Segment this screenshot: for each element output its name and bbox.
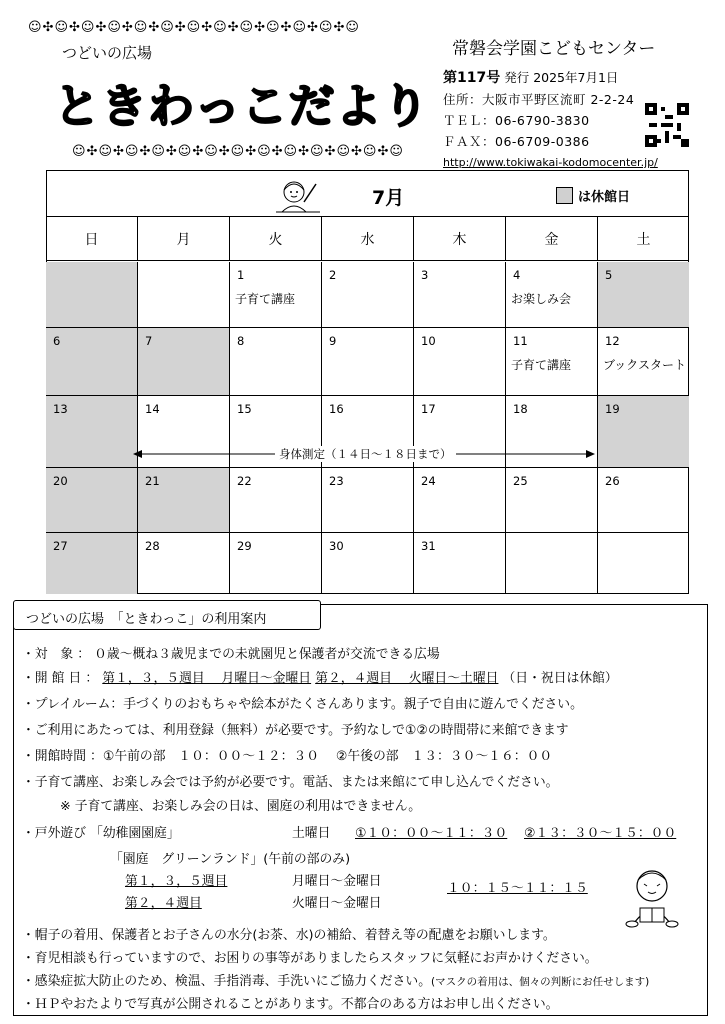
garden-weeks-135: 第１，３，５週目 (125, 874, 228, 889)
day-number: 9 (329, 334, 337, 348)
calendar-day (46, 533, 138, 594)
calendar-day (322, 533, 414, 594)
day-number: 6 (53, 334, 61, 348)
calendar-day (230, 328, 322, 396)
outdoor-label: ・戸外遊び 「幼稚園園庭」 (22, 826, 180, 841)
calendar-day (414, 262, 506, 328)
qr-code-icon (645, 103, 689, 147)
day-number: 5 (605, 268, 613, 282)
day-number: 19 (605, 402, 620, 416)
newsletter-title: ときわっこだより (54, 79, 430, 133)
weekday-header: 日 (46, 217, 138, 261)
calendar-day (414, 328, 506, 396)
calendar-day (414, 533, 506, 594)
day-number: 23 (329, 474, 344, 488)
day-number: 10 (421, 334, 436, 348)
day-number: 25 (513, 474, 528, 488)
calendar-day (230, 468, 322, 533)
calendar-day (230, 262, 322, 328)
reading-child-icon (620, 868, 684, 930)
calendar-day (506, 262, 598, 328)
day-event: 子育て講座 (235, 292, 296, 306)
organization-name: 常磐会学園こどもセンター (452, 39, 656, 59)
calendar-day (598, 396, 689, 468)
garden-days-135: 月曜日～金曜日 (292, 874, 382, 889)
issue-date: 発行 2025年7月1日 (504, 70, 619, 85)
day-number: 29 (237, 539, 252, 553)
day-event: ブックスタート (603, 358, 687, 372)
mask-note: (マスクの着用は、個々の判断にお任せします) (431, 976, 650, 988)
open-days-weeks-24: 第２，４週目 火曜日～土曜日 (315, 671, 499, 686)
calendar-day (46, 468, 138, 533)
calendar-day (322, 468, 414, 533)
day-number: 24 (421, 474, 436, 488)
guide-hat: ・帽子の着用、保護者とお子さんの水分(お茶、水)の補給、着替え等の配慮をお願いします。 (22, 928, 556, 943)
website-link[interactable]: http://www.tokiwakai-kodomocenter.jp/ (443, 156, 658, 169)
guide-infection (22, 970, 649, 989)
day-number: 18 (513, 402, 528, 416)
weekday-header: 月 (138, 217, 230, 261)
calendar-day (598, 328, 689, 396)
calendar-day (506, 533, 598, 594)
calendar-month: 7月 (372, 187, 405, 209)
weekday-header: 火 (230, 217, 322, 261)
outdoor-day: 土曜日 (292, 826, 331, 841)
calendar-day (46, 262, 138, 328)
calendar-day (598, 533, 689, 594)
day-number: 8 (237, 334, 245, 348)
guide-photo-notice: ・ＨＰやおたよりで写真が公開されることがあります。不都合のある方はお申し出ください。 (22, 997, 559, 1012)
outdoor-time-2: ②１３：３０～１５：００ (524, 826, 677, 841)
day-number: 28 (145, 539, 160, 553)
open-days-note: （日・祝日は休館） (502, 671, 618, 686)
day-number: 13 (53, 402, 68, 416)
calendar-day (506, 468, 598, 533)
fax: ＦＡＸ：06-6709-0386 (443, 134, 590, 149)
day-number: 16 (329, 402, 344, 416)
day-number: 3 (421, 268, 429, 282)
calendar-day (506, 328, 598, 396)
calendar-day (46, 396, 138, 468)
guide-target: ・対 象 ： ０歳～概ね３歳児までの未就園児と保護者が交流できる広場 (22, 647, 440, 662)
day-number: 27 (53, 539, 68, 553)
calendar-day (138, 262, 230, 328)
guide-reservation: ・子育て講座、お楽しみ会では予約が必要です。電話、または来館にて申し込んでください。 (22, 775, 559, 790)
day-number: 11 (513, 334, 528, 348)
weekday-header: 水 (322, 217, 414, 261)
closed-day-legend: は休館日 (578, 190, 631, 205)
face-border-top: ☺✣☺✣☺✣☺✣☺✣☺✣☺✣☺✣☺✣☺✣☺✣☺✣☺ (28, 20, 360, 35)
day-event: お楽しみ会 (511, 292, 572, 306)
day-number: 21 (145, 474, 160, 488)
garden-time: １０：１５～１１：１５ (447, 881, 588, 896)
calendar-day (138, 468, 230, 533)
telephone: ＴＥＬ：06-6790-3830 (443, 113, 590, 128)
outdoor-time-1: ①１０：００～１１：３０ (355, 826, 508, 841)
calendar-day (414, 468, 506, 533)
calendar-day (230, 533, 322, 594)
day-number: 22 (237, 474, 252, 488)
day-number: 14 (145, 402, 160, 416)
calendar-day (138, 533, 230, 594)
day-number: 4 (513, 268, 521, 282)
weekday-header: 土 (598, 217, 689, 261)
day-number: 31 (421, 539, 436, 553)
open-days-weeks-135: 第１，３，５週目 月曜日～金曜日 (102, 671, 312, 686)
guide-title: つどいの広場 「ときわっこ」の利用案内 (26, 612, 267, 627)
guide-registration: ・ご利用にあたっては、利用登録（無料）が必要です。予約なしで①②の時間帯に来館できます (22, 723, 569, 738)
calendar-day (322, 328, 414, 396)
garden-label: 「園庭 グリーンランド」(午前の部のみ) (110, 852, 351, 867)
closed-day-swatch (556, 187, 573, 204)
day-number: 1 (237, 268, 245, 282)
garden-weeks-24: 第２，４週目 (125, 896, 202, 911)
face-border-bottom: ☺✣☺✣☺✣☺✣☺✣☺✣☺✣☺✣☺✣☺✣☺✣☺✣☺ (72, 144, 404, 159)
day-number: 7 (145, 334, 153, 348)
calendar-day (322, 262, 414, 328)
day-number: 20 (53, 474, 68, 488)
calendar-day (46, 328, 138, 396)
guide-open-days (22, 667, 618, 686)
day-event: 子育て講座 (511, 358, 572, 372)
day-number: 15 (237, 402, 252, 416)
day-number: 12 (605, 334, 620, 348)
day-number: 17 (421, 402, 436, 416)
open-days-label: ・開 館 日 ： (22, 671, 99, 686)
body-measurement-note: 身体測定（１４日～１８日まで） (275, 446, 456, 462)
issue-info (443, 67, 618, 87)
weekday-header: 金 (506, 217, 598, 261)
weekday-header: 木 (414, 217, 506, 261)
calendar-day (138, 328, 230, 396)
day-number: 2 (329, 268, 337, 282)
address: 住所：大阪市平野区流町 2-2-24 (443, 92, 635, 107)
calendar-day (598, 468, 689, 533)
day-number: 30 (329, 539, 344, 553)
newsletter-subtitle: つどいの広場 (62, 44, 153, 62)
guide-consult: ・育児相談も行っていますので、お困りの事等がありましたらスタッフに気軽にお声かけください。 (22, 951, 598, 966)
infection-text: ・感染症拡大防止のため、検温、手指消毒、手洗いにご協力ください。 (22, 974, 431, 989)
guide-note: ※ 子育て講座、お楽しみ会の日は、園庭の利用はできません。 (60, 799, 422, 814)
day-number: 26 (605, 474, 620, 488)
guide-hours: ・開館時間 ：①午前の部 １０：００～１２：３０ ②午後の部 １３：３０～１６：００ (22, 749, 553, 764)
guide-playroom: ・プレイルーム：手づくりのおもちゃや絵本がたくさんあります。親子で自由に遊んでください。 (22, 697, 583, 712)
issue-number: 第117号 (443, 70, 501, 86)
child-mascot-icon (276, 176, 320, 214)
calendar-day (598, 262, 689, 328)
garden-days-24: 火曜日～金曜日 (292, 896, 382, 911)
